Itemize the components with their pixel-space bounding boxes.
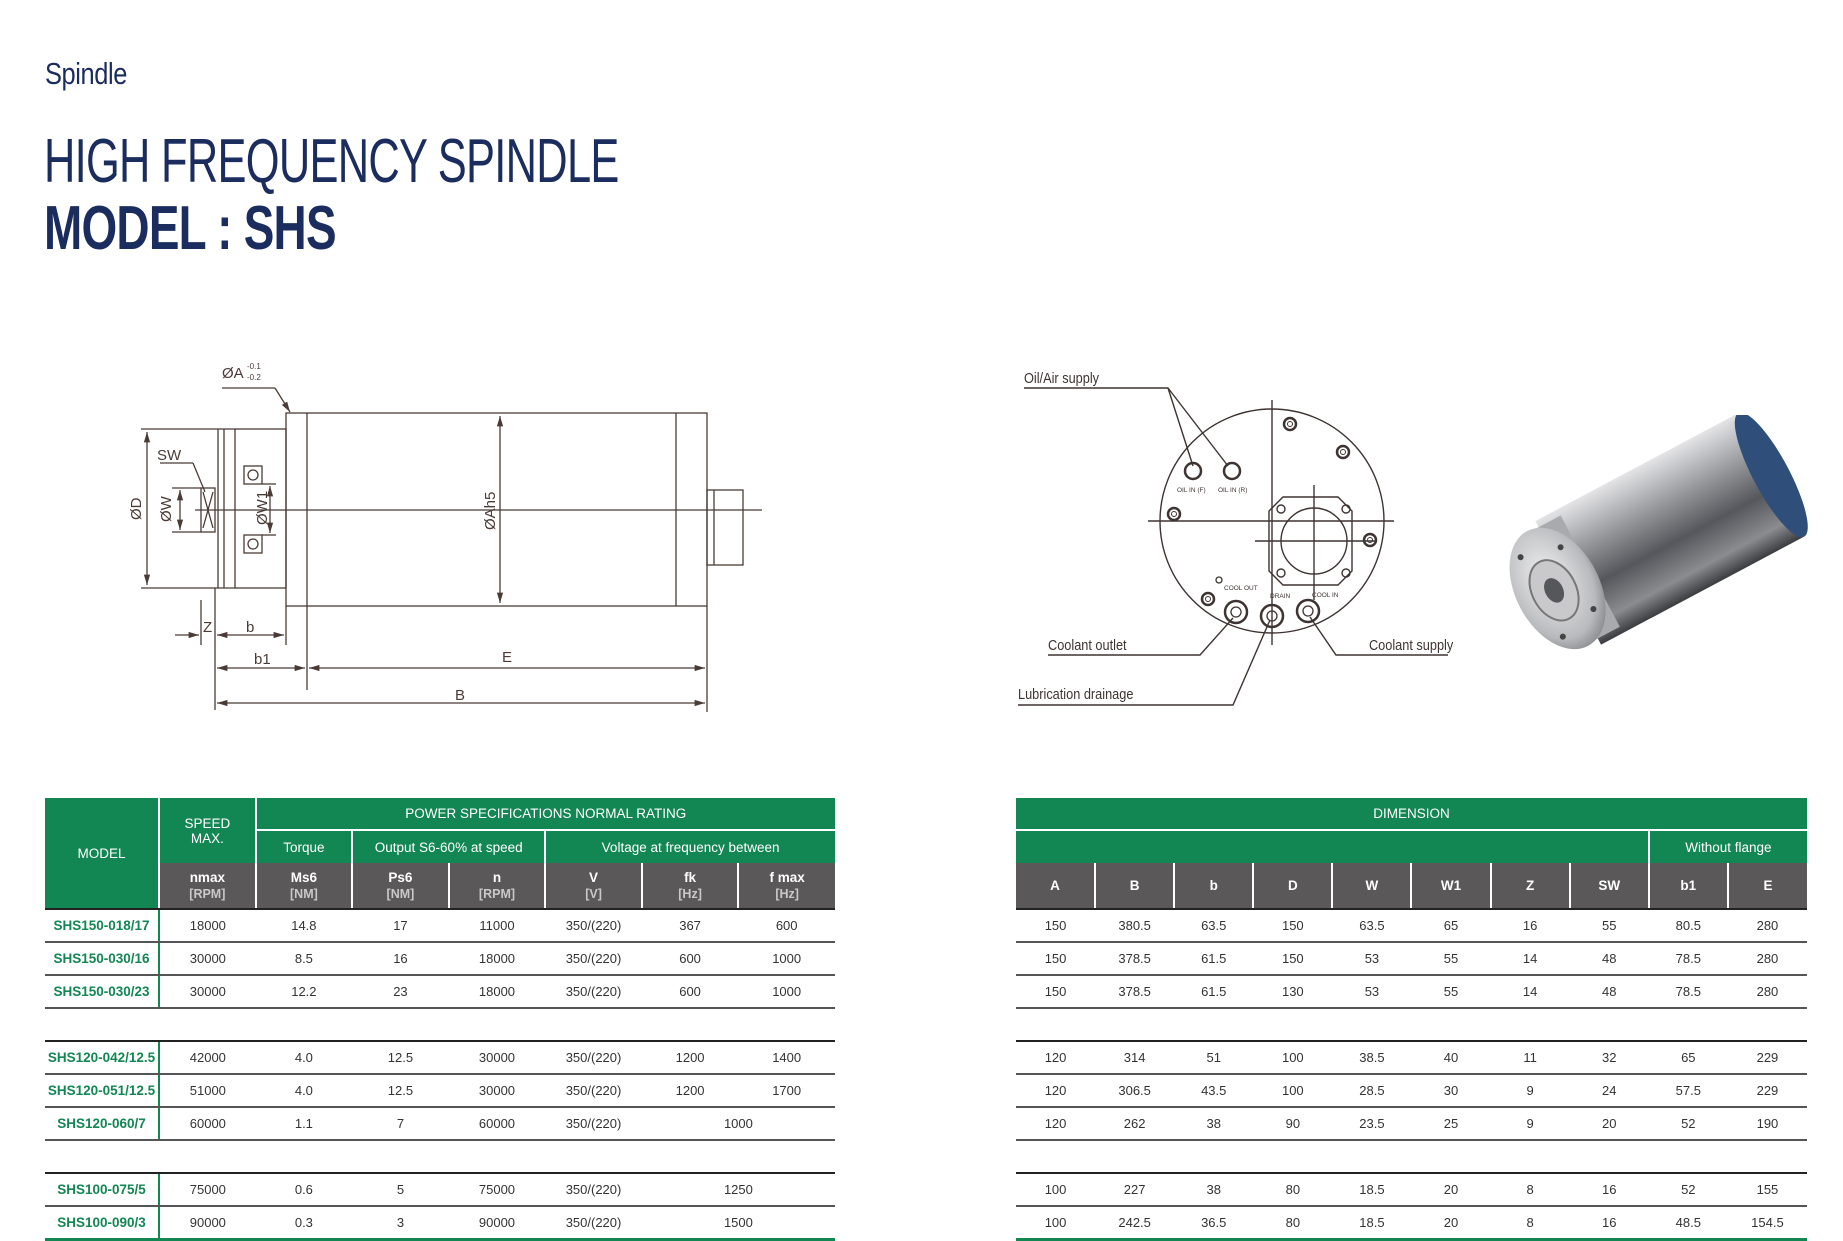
callout-oil-air: Oil/Air supply — [1024, 368, 1100, 387]
v-cell: 350/(220) — [545, 942, 642, 975]
nmax-cell: 60000 — [159, 1107, 256, 1140]
dim-cell: 38.5 — [1332, 1041, 1411, 1074]
table-row — [45, 909, 835, 942]
dim-cell: 280 — [1728, 975, 1807, 1008]
header-dimension: DIMENSION — [1016, 798, 1807, 830]
label-z: Z — [203, 619, 213, 636]
dim-cell: 32 — [1570, 1041, 1649, 1074]
dim-cell: 38 — [1174, 1107, 1253, 1140]
dim-cell: 150 — [1253, 942, 1332, 975]
callout-coolant-outlet: Coolant outlet — [1048, 635, 1127, 654]
port-cool-in: COOL IN — [1312, 592, 1339, 599]
dim-cell: 25 — [1411, 1107, 1490, 1140]
dim-cell: 16 — [1491, 909, 1570, 942]
label-sw: SW — [157, 447, 182, 464]
label-w1: ØW1 — [254, 490, 271, 525]
dim-cell: 38 — [1174, 1173, 1253, 1206]
header-speed-max: SPEED MAX. — [159, 798, 256, 863]
v-cell: 350/(220) — [545, 1206, 642, 1240]
table-row — [1016, 942, 1807, 975]
header-output: Output S6-60% at speed — [352, 830, 545, 863]
dim-col-header: SW — [1570, 863, 1649, 909]
fmax-cell: 600 — [738, 909, 835, 942]
table-row — [45, 1107, 835, 1140]
nmax-cell: 51000 — [159, 1074, 256, 1107]
dim-cell: 314 — [1095, 1041, 1174, 1074]
dim-cell: 80 — [1253, 1173, 1332, 1206]
dim-cell: 378.5 — [1095, 942, 1174, 975]
col-unit: [Hz] — [678, 886, 702, 901]
dim-cell: 80.5 — [1649, 909, 1728, 942]
dim-cell: 11 — [1491, 1041, 1570, 1074]
dim-cell: 55 — [1411, 942, 1490, 975]
header-model: MODEL — [45, 798, 159, 909]
col-name: Ms6 — [290, 869, 318, 885]
dim-cell: 28.5 — [1332, 1074, 1411, 1107]
label-w: ØW — [158, 496, 175, 522]
power-spec-table — [45, 798, 835, 1241]
v-cell: 350/(220) — [545, 1074, 642, 1107]
col-header-4 — [545, 863, 642, 909]
fk-cell: 1200 — [642, 1041, 739, 1074]
col-header-2 — [352, 863, 449, 909]
ps6-cell: 12.5 — [352, 1041, 449, 1074]
dim-cell: 57.5 — [1649, 1074, 1728, 1107]
model-cell: SHS100-090/3 — [45, 1206, 159, 1240]
dim-cell: 55 — [1411, 975, 1490, 1008]
dim-cell: 150 — [1016, 909, 1095, 942]
col-header-5 — [642, 863, 739, 909]
nmax-cell: 75000 — [159, 1173, 256, 1206]
nmax-cell: 42000 — [159, 1041, 256, 1074]
dim-cell: 40 — [1411, 1041, 1490, 1074]
model-cell: SHS100-075/5 — [45, 1173, 159, 1206]
dim-cell: 280 — [1728, 909, 1807, 942]
dim-cell: 53 — [1332, 942, 1411, 975]
table-row — [1016, 909, 1807, 942]
col-unit: [V] — [585, 886, 602, 901]
n-cell: 30000 — [449, 1074, 546, 1107]
port-oil-in-r: OIL IN (R) — [1218, 487, 1248, 494]
dim-cell: 63.5 — [1174, 909, 1253, 942]
dim-cell: 65 — [1649, 1041, 1728, 1074]
dim-cell: 227 — [1095, 1173, 1174, 1206]
col-name: f max — [769, 869, 805, 885]
header-power-spec: POWER SPECIFICATIONS NORMAL RATING — [256, 798, 835, 830]
dim-col-header: E — [1728, 863, 1807, 909]
dim-cell: 100 — [1016, 1173, 1095, 1206]
dim-cell: 53 — [1332, 975, 1411, 1008]
n-cell: 90000 — [449, 1206, 546, 1240]
dim-cell: 90 — [1253, 1107, 1332, 1140]
dim-cell: 262 — [1095, 1107, 1174, 1140]
port-cool-out: COOL OUT — [1224, 585, 1258, 592]
ps6-cell: 12.5 — [352, 1074, 449, 1107]
ms6-cell: 0.3 — [256, 1206, 353, 1240]
header-torque: Torque — [256, 830, 353, 863]
col-header-1 — [256, 863, 353, 909]
dim-col-header: b1 — [1649, 863, 1728, 909]
col-unit: [NM] — [290, 886, 318, 901]
table-row — [45, 1173, 835, 1206]
dim-cell: 229 — [1728, 1074, 1807, 1107]
dim-cell: 150 — [1016, 942, 1095, 975]
fk-cell: 367 — [642, 909, 739, 942]
dim-cell: 9 — [1491, 1107, 1570, 1140]
nmax-cell: 90000 — [159, 1206, 256, 1240]
label-bb: B — [455, 687, 466, 704]
dim-cell: 378.5 — [1095, 975, 1174, 1008]
nmax-cell: 30000 — [159, 975, 256, 1008]
fmax-cell: 1400 — [738, 1041, 835, 1074]
ms6-cell: 14.8 — [256, 909, 353, 942]
table-row — [1016, 975, 1807, 1008]
col-unit: [NM] — [386, 886, 415, 901]
freq-cell: 1000 — [642, 1107, 835, 1140]
dim-cell: 150 — [1253, 909, 1332, 942]
model-cell: SHS150-018/17 — [45, 909, 159, 942]
table-row — [1016, 1041, 1807, 1074]
table-row — [45, 1206, 835, 1240]
col-header-0 — [159, 863, 256, 909]
dim-cell: 155 — [1728, 1173, 1807, 1206]
fmax-cell: 1000 — [738, 975, 835, 1008]
n-cell: 75000 — [449, 1173, 546, 1206]
nmax-cell: 30000 — [159, 942, 256, 975]
fmax-cell: 1000 — [738, 942, 835, 975]
fk-cell: 600 — [642, 942, 739, 975]
dim-cell: 65 — [1411, 909, 1490, 942]
col-name: V — [589, 869, 599, 885]
table-row — [1016, 1173, 1807, 1206]
ms6-cell: 8.5 — [256, 942, 353, 975]
dim-cell: 130 — [1253, 975, 1332, 1008]
dim-cell: 242.5 — [1095, 1206, 1174, 1240]
model-cell: SHS120-051/12.5 — [45, 1074, 159, 1107]
dim-cell: 61.5 — [1174, 975, 1253, 1008]
v-cell: 350/(220) — [545, 1107, 642, 1140]
dim-col-header: W — [1332, 863, 1411, 909]
dim-col-header: D — [1253, 863, 1332, 909]
dim-cell: 78.5 — [1649, 942, 1728, 975]
header-blank — [1016, 830, 1649, 863]
dimension-table — [1016, 798, 1807, 1241]
model-cell: SHS150-030/23 — [45, 975, 159, 1008]
col-name: n — [492, 869, 502, 885]
dim-cell: 18.5 — [1332, 1206, 1411, 1240]
n-cell: 18000 — [449, 942, 546, 975]
port-drain: DRAIN — [1270, 593, 1291, 600]
col-unit: [RPM] — [189, 886, 226, 901]
ps6-cell: 5 — [352, 1173, 449, 1206]
label-a: ØA — [222, 365, 244, 382]
ps6-cell: 3 — [352, 1206, 449, 1240]
dim-cell: 100 — [1016, 1206, 1095, 1240]
model-cell: SHS120-042/12.5 — [45, 1041, 159, 1074]
table-row — [45, 975, 835, 1008]
dim-cell: 80 — [1253, 1206, 1332, 1240]
spindle-photo — [1490, 415, 1810, 670]
spacer-row — [1016, 1008, 1807, 1041]
dim-cell: 52 — [1649, 1107, 1728, 1140]
ps6-cell: 17 — [352, 909, 449, 942]
dim-cell: 16 — [1570, 1206, 1649, 1240]
dim-cell: 9 — [1491, 1074, 1570, 1107]
table-row — [45, 1074, 835, 1107]
n-cell: 18000 — [449, 975, 546, 1008]
ms6-cell: 1.1 — [256, 1107, 353, 1140]
dim-cell: 120 — [1016, 1041, 1095, 1074]
ps6-cell: 7 — [352, 1107, 449, 1140]
ps6-cell: 16 — [352, 942, 449, 975]
dim-cell: 63.5 — [1332, 909, 1411, 942]
dim-cell: 100 — [1253, 1041, 1332, 1074]
callout-lub-drainage: Lubrication drainage — [1018, 684, 1134, 703]
table-row — [1016, 1206, 1807, 1240]
dim-cell: 78.5 — [1649, 975, 1728, 1008]
dim-cell: 20 — [1411, 1206, 1490, 1240]
dim-cell: 43.5 — [1174, 1074, 1253, 1107]
dim-cell: 8 — [1491, 1173, 1570, 1206]
dim-cell: 380.5 — [1095, 909, 1174, 942]
dim-cell: 306.5 — [1095, 1074, 1174, 1107]
dim-cell: 14 — [1491, 942, 1570, 975]
model-cell: SHS120-060/7 — [45, 1107, 159, 1140]
label-ah5: ØAh5 — [482, 491, 499, 530]
model-title: MODEL : SHS — [44, 194, 336, 263]
v-cell: 350/(220) — [545, 1041, 642, 1074]
ps6-cell: 23 — [352, 975, 449, 1008]
n-cell: 30000 — [449, 1041, 546, 1074]
table-row — [1016, 1074, 1807, 1107]
dim-cell: 20 — [1411, 1173, 1490, 1206]
col-header-6 — [738, 863, 835, 909]
dim-cell: 100 — [1253, 1074, 1332, 1107]
dim-cell: 120 — [1016, 1074, 1095, 1107]
dim-cell: 20 — [1570, 1107, 1649, 1140]
fk-cell: 1200 — [642, 1074, 739, 1107]
dim-cell: 52 — [1649, 1173, 1728, 1206]
dim-cell: 55 — [1570, 909, 1649, 942]
dim-cell: 23.5 — [1332, 1107, 1411, 1140]
col-unit: [RPM] — [478, 886, 516, 901]
dim-cell: 24 — [1570, 1074, 1649, 1107]
dim-cell: 48 — [1570, 975, 1649, 1008]
dim-cell: 48 — [1570, 942, 1649, 975]
dim-col-header: Z — [1491, 863, 1570, 909]
table-row — [45, 1041, 835, 1074]
col-name: fk — [684, 869, 697, 885]
dim-cell: 154.5 — [1728, 1206, 1807, 1240]
label-b: b — [246, 619, 255, 636]
dim-col-header: B — [1095, 863, 1174, 909]
ms6-cell: 4.0 — [256, 1074, 353, 1107]
spacer-row — [45, 1140, 835, 1173]
n-cell: 60000 — [449, 1107, 546, 1140]
col-unit: [Hz] — [775, 886, 799, 901]
ms6-cell: 0.6 — [256, 1173, 353, 1206]
label-a-tol-upper: -0.1 — [247, 362, 261, 371]
freq-cell: 1250 — [642, 1173, 835, 1206]
header-without-flange: Without flange — [1649, 830, 1807, 863]
model-cell: SHS150-030/16 — [45, 942, 159, 975]
table-row — [45, 942, 835, 975]
dim-cell: 8 — [1491, 1206, 1570, 1240]
nmax-cell: 18000 — [159, 909, 256, 942]
label-d: ØD — [128, 497, 145, 520]
dim-cell: 14 — [1491, 975, 1570, 1008]
dim-cell: 18.5 — [1332, 1173, 1411, 1206]
dim-cell: 30 — [1411, 1074, 1490, 1107]
spacer-row — [1016, 1140, 1807, 1173]
v-cell: 350/(220) — [545, 1173, 642, 1206]
ms6-cell: 12.2 — [256, 975, 353, 1008]
freq-cell: 1500 — [642, 1206, 835, 1240]
dim-cell: 190 — [1728, 1107, 1807, 1140]
dim-col-header: A — [1016, 863, 1095, 909]
fk-cell: 600 — [642, 975, 739, 1008]
dim-cell: 16 — [1570, 1173, 1649, 1206]
dim-cell: 150 — [1016, 975, 1095, 1008]
ms6-cell: 4.0 — [256, 1041, 353, 1074]
header-voltage: Voltage at frequency between — [545, 830, 835, 863]
spacer-row — [45, 1008, 835, 1041]
dim-cell: 36.5 — [1174, 1206, 1253, 1240]
page-title: HIGH FREQUENCY SPINDLE — [44, 127, 619, 196]
dim-cell: 280 — [1728, 942, 1807, 975]
v-cell: 350/(220) — [545, 975, 642, 1008]
dim-cell: 61.5 — [1174, 942, 1253, 975]
col-header-3 — [449, 863, 546, 909]
callout-coolant-supply: Coolant supply — [1369, 635, 1454, 654]
v-cell: 350/(220) — [545, 909, 642, 942]
section-label: Spindle — [45, 56, 127, 91]
col-name: nmax — [189, 869, 225, 885]
col-name: Ps6 — [388, 869, 413, 885]
dim-cell: 229 — [1728, 1041, 1807, 1074]
table-row — [1016, 1107, 1807, 1140]
label-a-tol-lower: -0.2 — [247, 373, 261, 382]
dim-col-header: b — [1174, 863, 1253, 909]
port-oil-in-f: OIL IN (F) — [1177, 487, 1206, 494]
dim-cell: 51 — [1174, 1041, 1253, 1074]
dim-cell: 120 — [1016, 1107, 1095, 1140]
dim-col-header: W1 — [1411, 863, 1490, 909]
n-cell: 11000 — [449, 909, 546, 942]
label-b1: b1 — [254, 651, 271, 668]
dim-cell: 48.5 — [1649, 1206, 1728, 1240]
fmax-cell: 1700 — [738, 1074, 835, 1107]
label-e: E — [502, 649, 513, 666]
